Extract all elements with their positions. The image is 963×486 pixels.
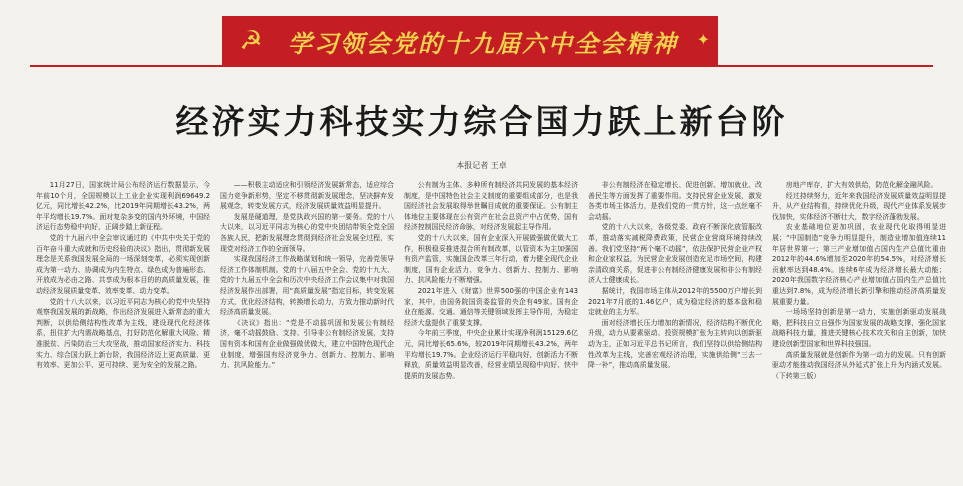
paragraph: 党的十九届六中全会审议通过的《中共中央关于党的百年奋斗重大成就和历史经验的决议》指出，贯彻新发展理念是关系我国发展全局的一场深刻变革，必须实现创新成为第一动力、协调成为内生特点、绿色成为普遍形态、开放成为必由之路、共享成为根本目的的高质量发展，推动经济发展质量变革、效率变革、动力变革。 xyxy=(36,233,210,295)
paragraph: 高质量发展就是创新作为第一动力的发展。只有创新驱动才能推动我国经济从外延式扩张上升为内涵式发展。（下转第三版） xyxy=(772,350,946,380)
paragraph: 今年前三季度，中央企业累计实现净利润15129.6亿元，同比增长65.6%，较2019年同期增长43.2%，两年平均增长19.7%。企业经济运行平稳向好，创新活力不断释放，质量效益明显改善，经营业绩呈现稳中向好、快中提质的发展态势。 xyxy=(404,329,578,380)
paragraph: 农业基础地位更加巩固，农业现代化取得明显进展；“中国制造”竞争力明显提升，制造业增加值连续11年居世界第一；第三产业增加值占国内生产总值比重由2012年的44.6%增加至2020年的54.5%，对经济增长贡献率达到48.4%。连续6年成为经济增长最大动能；2020年我国数字经济核心产业增加值占国内生产总值比重达到7.8%，成为经济增长新引擎和推动经济高质量发展重要力量。 xyxy=(772,223,946,306)
paragraph: 11月27日，国家统计局公布经济运行数据显示，今年前10个月，全国规模以上工业企业实现利润69649.2亿元，同比增长42.2%，比2019年同期增长43.2%，两年平均增长19.7%。面对复杂多变的国内外环境，中国经济运行态势稳中向好，正阔步踏上新征程。 xyxy=(36,181,210,232)
article-body xyxy=(36,180,946,480)
paragraph: 公有制为主体、多种所有制经济共同发展的基本经济制度，是中国特色社会主义制度的重要组成部分，也是我国经济社会发展取得举世瞩目成就的重要保证。公有制主体地位主要体现在公有资产在社会总资产中占优势，国有经济控制国民经济命脉，对经济发展起主导作用。 xyxy=(404,181,578,232)
paragraph: 党的十八大以来，国有企业深入开展做强做优做大工作，积极稳妥推进混合所有制改革，以管资本为主加强国有资产监管，实施国企改革三年行动，着力健全现代企业制度，国有企业活力、竞争力、创新力、控制力、影响力、抗风险能力不断增强。 xyxy=(404,233,578,285)
paragraph: 非公有制经济在稳定增长、促进创新、增加就业、改善民生等方面发挥了重要作用。支持民营企业发展，激发各类市场主体活力，是我们党的一贯方针，这一点丝毫不会动摇。 xyxy=(588,181,762,221)
article-column xyxy=(588,180,762,480)
decoration-icon: ✦ xyxy=(696,30,710,49)
paragraph: 党的十八大以来，以习近平同志为核心的党中央坚持观察我国发展的新战略，作出经济发展进入新常态的重大判断，以供给侧结构性改革为主线，建设现代化经济体系，扭住扩大内需战略基点，打好防范化解重大风险、精准脱贫、污染防治三大攻坚战，推动国家经济实力、科技实力、综合国力跃上新台阶，我国经济迈上更高质量、更有效率、更加公平、更可持续、更为安全的发展之路。 xyxy=(36,297,210,370)
paragraph: 一场场坚持创新是第一动力，实施创新驱动发展战略，把科技自立自强作为国家发展的战略支撑，强化国家战略科技力量，推进关键核心技术攻关和自主创新，加快建设创新型国家和世界科技强国。 xyxy=(772,308,946,348)
section-banner xyxy=(222,16,718,66)
paragraph: 实现我国经济工作战略谋划和统一领导，完善党领导经济工作体制机制。党的十八届五中全会、党的十九大、党的十九届五中全会和历次中央经济工作会议集中对我国经济发展作出部署，用“高质量发展”指定目标，转变发展方式，优化经济结构，转换增长动力，方致力推动新时代经济高质量发展。 xyxy=(220,255,394,317)
paragraph: 据统计，我国市场主体从2012年的5500万户增长到2021年7月底的1.46亿户，成为稳定经济的基本盘和稳定就业的主力军。 xyxy=(588,286,762,317)
paragraph: 房地产库存，扩大有效供给，防范化解金融风险。 xyxy=(785,181,938,189)
banner-title: 学习领会党的十九届六中全会精神 xyxy=(288,29,678,58)
paragraph: 经过持续努力，近年来我国经济发展质量效益明显提升，从产业结构看，持续优化升级，现代产业体系发展步伐加快，实体经济不断壮大，数字经济蓬勃发展。 xyxy=(772,191,946,221)
article-column xyxy=(772,180,946,480)
paragraph: 2021年进入《财富》世界500强的中国企业有143家，其中，由国务院国资委监管的央企有49家。国有企业在能源、交通、通信等关键领域发挥主导作用，为稳定经济大盘提供了重要支撑。 xyxy=(404,286,578,327)
article-column xyxy=(404,180,578,480)
hammer-sickle-icon: ☭ xyxy=(239,26,263,56)
paragraph: ——积极主动适应和引领经济发展新常态，适应综合国力竞争新形势，坚定不移贯彻新发展理念，坚决摒弃发展观念，转变发展方式，经济发展质量效益明显提升。 xyxy=(220,181,394,211)
article-byline: 本报记者 王卓 xyxy=(456,161,507,170)
banner-rule xyxy=(30,65,933,67)
paragraph: 《决议》指出：“党是不动摇巩固和发展公有制经济，毫不动摇鼓励、支持、引导非公有制经济发展，支持国有资本和国有企业做强做优做大，建立中国特色现代企业制度，增强国有经济竞争力、创新力、控制力、影响力、抗风险能力。” xyxy=(220,318,394,370)
article-column xyxy=(36,180,210,480)
paragraph: 面对经济增长压力增加的新情况，经济结构不断优化升级，动力从要素驱动、投资规模扩张为主转向以创新驱动为主，正如习近平总书记所言，我们坚持以供给侧结构性改革为主线，完善宏观经济治理，实施供给侧“三去一降一补”，推动高质量发展。 xyxy=(588,318,762,370)
paragraph: 发展是硬道理，是党执政兴国的第一要务。党的十八大以来，以习近平同志为核心的党中央团结带领全党全国各族人民，把新发展理念贯彻到经济社会发展全过程，实现党对经济工作的全面领导。 xyxy=(220,212,394,253)
article-headline: 经济实力科技实力综合国力跃上新台阶 xyxy=(175,102,788,141)
paragraph: 党的十八大以来，各级党委、政府不断深化放管服改革，推动落实减税降费政策，民营企业营商环境持续改善。我们党坚持“两个毫不动摇”，依法保护民营企业产权和企业家权益，为民营企业发展创造充足市场空间，构建亲清政商关系，促进非公有制经济健康发展和非公有制经济人士健康成长。 xyxy=(588,223,762,285)
article-column xyxy=(220,180,394,480)
